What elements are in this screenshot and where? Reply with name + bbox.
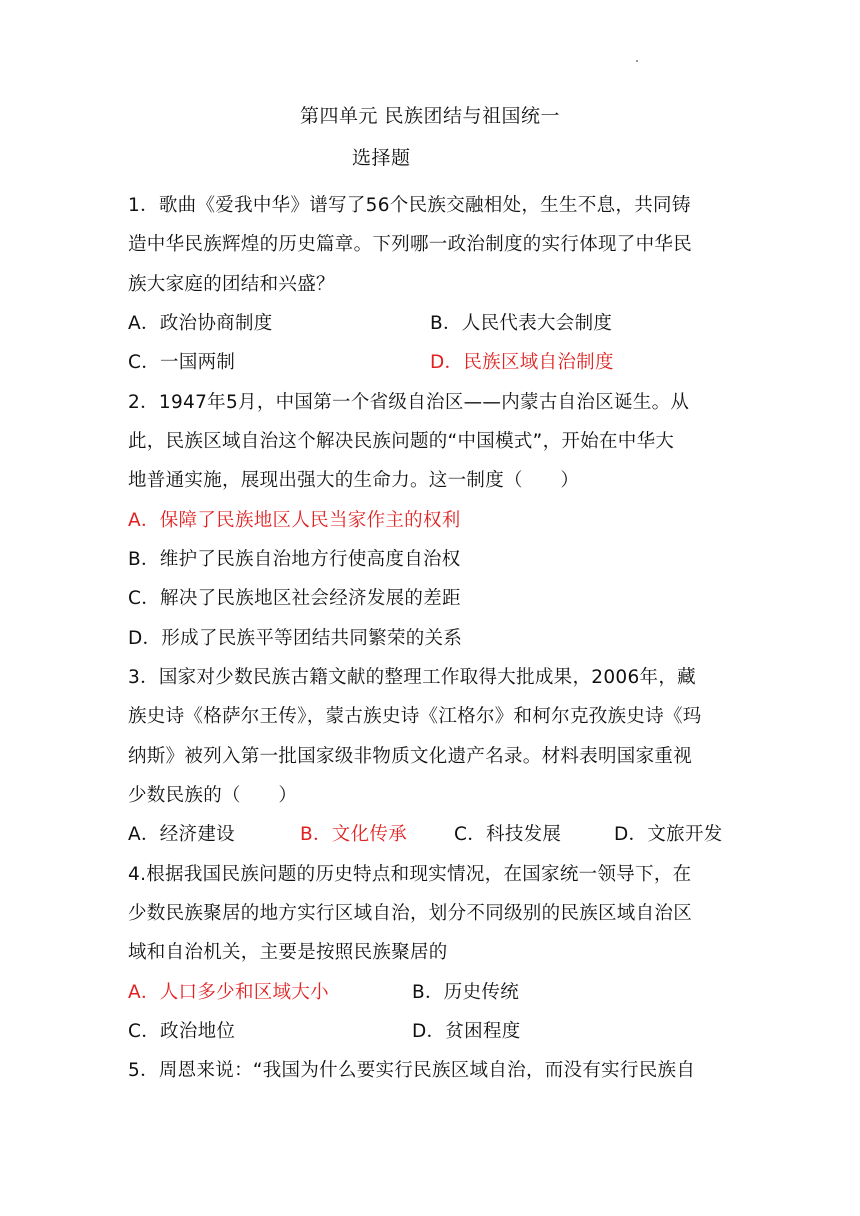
q3-stem-line: 族史诗《格萨尔王传》，蒙古族史诗《江格尔》和柯尔克孜族史诗《玛 (128, 706, 702, 727)
q4-option-a-answer: A．人口多少和区域大小 (128, 982, 329, 1003)
q4-option-c: C．政治地位 (128, 1021, 236, 1042)
q2-option-c: C．解决了民族地区社会经济发展的差距 (128, 588, 461, 609)
q3-option-a: A．经济建设 (128, 824, 235, 845)
q4-option-b: B．历史传统 (412, 982, 519, 1003)
q1-option-d-answer: D．民族区域自治制度 (430, 352, 614, 373)
q3-option-d: D．文旅开发 (614, 824, 723, 845)
q3-stem-line: 纳斯》被列入第一批国家级非物质文化遗产名录。材料表明国家重视 (128, 746, 693, 767)
q1-stem-line: 造中华民族辉煌的历史篇章。下列哪一政治制度的实行体现了中华民 (128, 234, 693, 255)
q3-option-c: C．科技发展 (454, 824, 562, 845)
q4-stem-line: 4.根据我国民族问题的历史特点和现实情况，在国家统一领导下，在 (128, 864, 692, 885)
q1-option-c: C．一国两制 (128, 352, 236, 373)
q2-stem-line: 此，民族区域自治这个解决民族问题的“中国模式”，开始在中华大 (128, 431, 675, 452)
q3-stem-line: 3．国家对少数民族古籍文献的整理工作取得大批成果，2006年，藏 (128, 667, 696, 688)
q4-stem-line: 少数民族聚居的地方实行区域自治，划分不同级别的民族区域自治区 (128, 903, 693, 924)
q2-option-d: D．形成了民族平等团结共同繁荣的关系 (128, 628, 463, 649)
q2-stem-line: 2．1947年5月，中国第一个省级自治区——内蒙古自治区诞生。从 (128, 392, 690, 413)
q4-stem-line: 域和自治机关，主要是按照民族聚居的 (128, 942, 448, 963)
q3-option-b-answer: B．文化传承 (300, 824, 407, 845)
q1-stem-line: 族大家庭的团结和兴盛？ (128, 274, 335, 295)
unit-title: 第四单元 民族团结与祖国统一 (299, 105, 561, 127)
q1-option-b: B．人民代表大会制度 (430, 313, 613, 334)
q2-stem-line: 地普通实施，展现出强大的生命力。这一制度（ ） (128, 470, 580, 491)
q1-option-a: A．政治协商制度 (128, 313, 273, 334)
q2-option-b: B．维护了民族自治地方行使高度自治权 (128, 549, 461, 570)
section-heading: 选择题 (352, 147, 411, 169)
q3-stem-line: 少数民族的（ ） (128, 785, 298, 806)
q5-stem-line: 5．周恩来说：“我国为什么要实行民族区域自治，而没有实行民族自 (128, 1060, 696, 1081)
q4-option-d: D．贫困程度 (412, 1021, 521, 1042)
page-mark (636, 60, 638, 62)
q2-option-a-answer: A．保障了民族地区人民当家作主的权利 (128, 510, 461, 531)
q1-stem-line: 1．歌曲《爱我中华》谱写了56个民族交融相处，生生不息，共同铸 (128, 195, 691, 216)
